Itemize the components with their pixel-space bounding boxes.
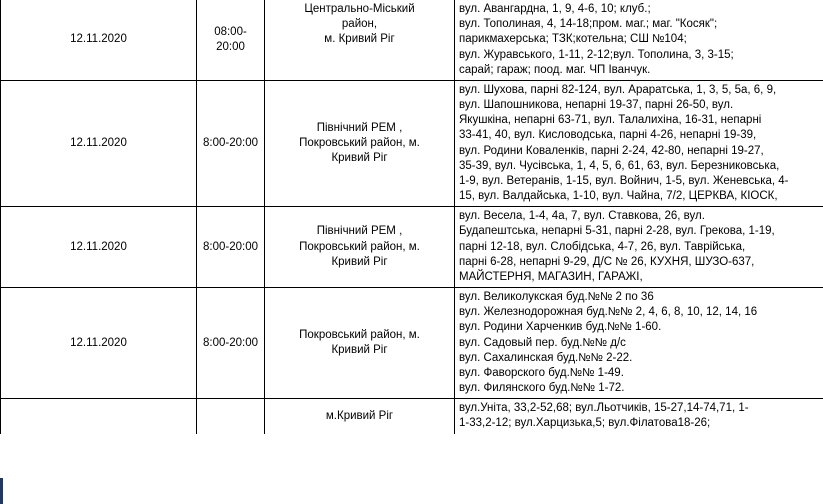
row-streets-cell [455, 288, 823, 399]
street-line: 33-41, 40, вул. Кисловодська, парні 4-26, непарні 19-39, [459, 129, 757, 142]
row-streets-cell [455, 399, 823, 434]
row-date: 12.11.2020 [70, 240, 127, 253]
street-line: Будапештська, непарні 5-31, парні 2-28, вул. Грекова, 1-19, [459, 225, 775, 238]
row-streets-cell [455, 0, 823, 80]
street-line: Якушкіна, непарні 63-71, вул. Талалихіна, 16-31, непарні [459, 114, 762, 127]
row-date-cell [1, 399, 197, 434]
street-line: парні 6-28, непарні 9-29, Д/С № 26, КУХНЯ, ШУЗО-637, [459, 255, 755, 268]
row-region-cell [265, 207, 455, 288]
row-date: 12.11.2020 [70, 336, 127, 349]
row-region-line: Кривий Ріг [331, 152, 388, 165]
street-line: вул. Фаворского буд.№№ 1-49. [459, 366, 624, 379]
row-region-line: Північний РЕМ , [316, 121, 403, 134]
row-region-line: район, [341, 18, 378, 31]
street-line: 15, вул. Валдайська, 1-10, вул. Чайна, 7/2, ЦЕРКВА, КІОСК, [459, 190, 778, 203]
street-line: 35-39, вул. Чусівська, 1, 4, 5, 6, 61, 63, вул. Березниковська, [459, 159, 780, 172]
row-time-cell [197, 399, 265, 434]
row-region-line: Покровський район, м. [299, 136, 420, 149]
street-line: вул. Шухова, парні 82-124, вул. Араратська, 1, 3, 5, 5а, 6, 9, [459, 83, 777, 96]
street-line: вул. Родини Коваленків, парні 2-24, 42-80, непарні 19-27, [459, 144, 764, 157]
row-time-cell [197, 207, 265, 288]
street-line: вул. Филянского буд.№№ 1-72. [459, 382, 625, 395]
row-region-line: Центрально-Міський [304, 3, 415, 15]
table-body [1, 0, 823, 434]
row-date-cell [1, 0, 197, 80]
row-streets-cell [455, 80, 823, 206]
street-line: вул. Тополиная, 4, 14-18;пром. маг.; маг. "Косяк"; [459, 18, 718, 31]
row-time: 8:00-20:00 [203, 240, 258, 253]
row-region-line: Північний РЕМ , [316, 225, 403, 238]
row-date-cell [1, 288, 197, 399]
row-streets-cell [455, 207, 823, 288]
row-region-line: Кривий Ріг [331, 255, 388, 268]
row-region-cell [265, 288, 455, 399]
street-line: вул. Шапошникова, непарні 19-37, парні 26-50, вул. [459, 99, 734, 112]
selection-edge-marker [0, 478, 3, 504]
row-time-cell [197, 0, 265, 80]
row-date-cell [1, 80, 197, 206]
row-date: 12.11.2020 [70, 136, 127, 149]
street-line: вул. Великолукская буд.№№ 2 по 36 [459, 291, 654, 304]
row-time: 8:00-20:00 [203, 136, 258, 149]
table-row [1, 207, 823, 288]
street-line: вул.Уніта, 33,2-52,68; вул.Льотчиків, 15-27,14-74,71, 1- [459, 402, 749, 415]
street-line: парні 12-18, вул. Слобідська, 4-7, 26, вул. Таврійська, [459, 240, 746, 253]
row-time: 08:00-20:00 [214, 25, 247, 53]
street-line: 1-9, вул. Ветеранів, 1-15, вул. Войнич, 1-5, вул. Женевська, 4- [459, 174, 789, 187]
row-date-cell [1, 207, 197, 288]
street-line: вул. Родини Харченкив буд.№№ 1-60. [459, 321, 662, 334]
street-line: МАЙСТЕРНЯ, МАГАЗИН, ГАРАЖІ, [459, 270, 643, 283]
row-region-line: м. Кривий Ріг [324, 33, 395, 46]
table-row [1, 288, 823, 399]
row-time-cell [197, 80, 265, 206]
row-region-line: Кривий Ріг [331, 344, 388, 357]
row-time-cell [197, 288, 265, 399]
street-line: вул. Сахалинская буд.№№ 2-22. [459, 351, 633, 364]
row-region-line: Покровський район, м. [299, 329, 420, 342]
table-row [1, 0, 823, 80]
street-line: сарай; гараж; поод. маг. ЧП Іванчук. [459, 63, 651, 76]
row-region-line: м.Кривий Ріг [325, 409, 394, 422]
street-line: вул. Садовый пер. буд.№№ д/с [459, 336, 626, 349]
street-line: парикмахерська; ТЗК;котельна; СШ №104; [459, 33, 687, 46]
table-row [1, 80, 823, 206]
row-time: 8:00-20:00 [203, 336, 258, 349]
table-row [1, 399, 823, 434]
row-date: 12.11.2020 [70, 33, 127, 46]
street-line: 1-33,2-12; вул.Харцизька,5; вул.Філатова18-26; [459, 417, 711, 430]
street-line: вул. Авангардна, 1, 9, 4-6, 10; клуб.; [459, 3, 651, 15]
street-line: вул. Железнодорожная буд.№№ 2, 4, 6, 8, 10, 12, 14, 16 [459, 306, 758, 319]
row-region-cell [265, 0, 455, 80]
street-line: вул. Весела, 1-4, 4а, 7, вул. Ставкова, 26, вул. [459, 210, 705, 223]
street-line: вул. Журавського, 1-11, 2-12;вул. Тополина, 3, 3-15; [459, 48, 734, 61]
row-region-cell [265, 399, 455, 434]
row-region-cell [265, 80, 455, 206]
row-region-line: Покровський район, м. [299, 240, 420, 253]
